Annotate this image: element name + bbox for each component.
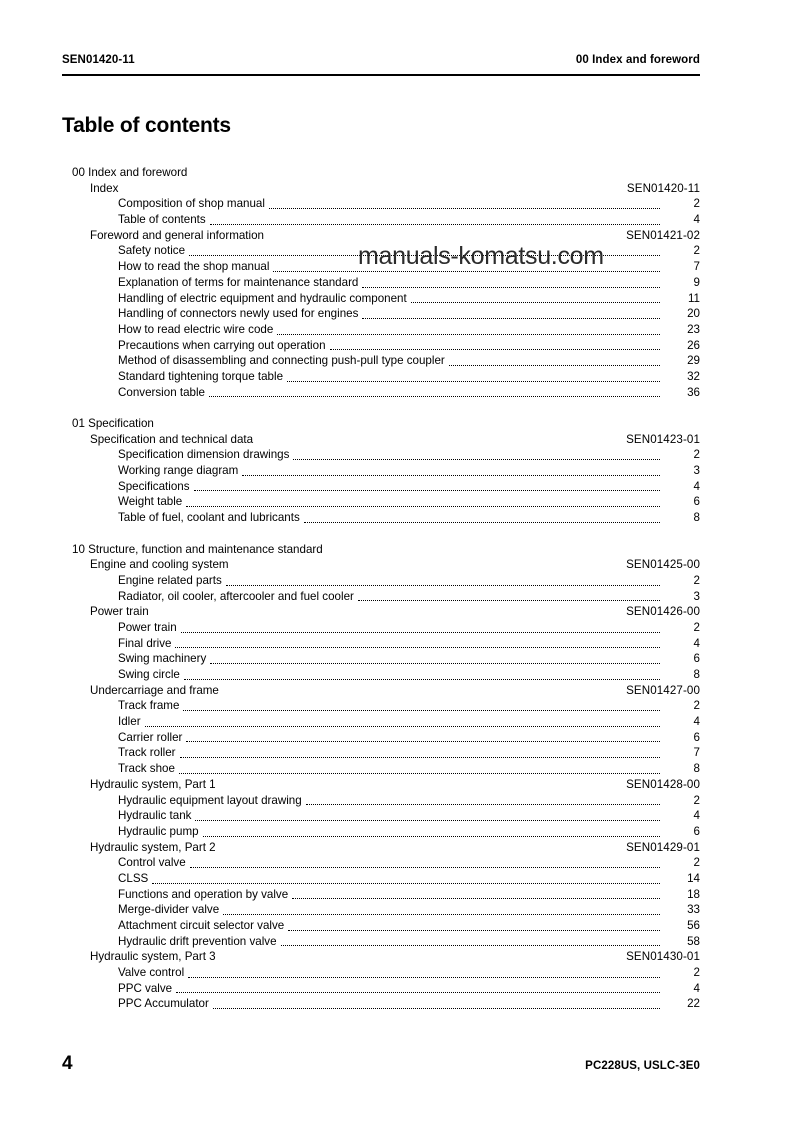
toc-entry-row[interactable] bbox=[62, 338, 700, 354]
toc-entry-row[interactable] bbox=[62, 510, 700, 526]
toc-entry-title: Handling of connectors newly used for engines bbox=[118, 307, 359, 321]
toc-section-heading-label: 10 Structure, function and maintenance standard bbox=[72, 542, 323, 556]
toc-dot-leader bbox=[281, 945, 660, 946]
toc-entry-page-number: 2 bbox=[693, 197, 700, 211]
toc-group-row[interactable] bbox=[62, 683, 700, 699]
toc-entry-row[interactable] bbox=[62, 761, 700, 777]
toc-entry-page-number: 4 bbox=[693, 479, 700, 493]
toc-group-label: Specification and technical data bbox=[90, 432, 254, 446]
toc-entry-title: Precautions when carrying out operation bbox=[118, 338, 326, 352]
toc-entry-row[interactable] bbox=[62, 730, 700, 746]
toc-entry-row[interactable] bbox=[62, 369, 700, 385]
toc-entry-page-number: 2 bbox=[693, 793, 700, 807]
toc-dot-leader bbox=[190, 867, 660, 868]
toc-dot-leader bbox=[195, 820, 660, 821]
toc-group-row[interactable] bbox=[62, 840, 700, 856]
page-title: Table of contents bbox=[62, 114, 231, 138]
toc-dot-leader bbox=[223, 914, 660, 915]
toc-entry-title: PPC Accumulator bbox=[118, 997, 209, 1011]
toc-entry-title: CLSS bbox=[118, 871, 149, 885]
toc-entry-title: Merge-divider valve bbox=[118, 903, 220, 917]
toc-entry-row[interactable] bbox=[62, 275, 700, 291]
toc-dot-leader bbox=[210, 224, 660, 225]
toc-section bbox=[62, 416, 700, 526]
toc-entry-page-number: 4 bbox=[693, 636, 700, 650]
toc-dot-leader bbox=[189, 255, 660, 256]
toc-dot-leader bbox=[277, 334, 660, 335]
toc-entry-page-number: 8 bbox=[693, 511, 700, 525]
toc-dot-leader bbox=[362, 318, 660, 319]
toc-group-row[interactable] bbox=[62, 181, 700, 197]
toc-entry-title: Weight table bbox=[118, 495, 183, 509]
toc-dot-leader bbox=[269, 208, 660, 209]
toc-entry-page-number: 26 bbox=[687, 338, 700, 352]
machine-model: PC228US, USLC-3E0 bbox=[585, 1060, 700, 1072]
toc-entry-row[interactable] bbox=[62, 259, 700, 275]
toc-entry-row[interactable] bbox=[62, 651, 700, 667]
toc-dot-leader bbox=[293, 459, 660, 460]
toc-group-spacer bbox=[220, 851, 626, 852]
toc-entry-row[interactable] bbox=[62, 887, 700, 903]
toc-entry-title: Table of fuel, coolant and lubricants bbox=[118, 511, 300, 525]
toc-entry-page-number: 2 bbox=[693, 244, 700, 258]
toc-entry-row[interactable] bbox=[62, 745, 700, 761]
toc-entry-title: Radiator, oil cooler, aftercooler and fuel cooler bbox=[118, 589, 354, 603]
toc-dot-leader bbox=[358, 600, 660, 601]
toc-group-spacer bbox=[268, 239, 626, 240]
toc-dot-leader bbox=[287, 381, 660, 382]
toc-entry-title: Composition of shop manual bbox=[118, 197, 265, 211]
toc-group-spacer bbox=[153, 616, 626, 617]
toc-group-spacer bbox=[122, 192, 627, 193]
toc-entry-row[interactable] bbox=[62, 793, 700, 809]
toc-group-sen-code: SEN01428-00 bbox=[626, 777, 700, 791]
toc-dot-leader bbox=[152, 883, 660, 884]
toc-group-sen-code: SEN01420-11 bbox=[626, 181, 700, 195]
toc-group-row[interactable] bbox=[62, 949, 700, 965]
toc-entry-row[interactable] bbox=[62, 620, 700, 636]
toc-entry-title: Engine related parts bbox=[118, 573, 222, 587]
toc-entry-title: Swing circle bbox=[118, 668, 180, 681]
toc-entry-page-number: 6 bbox=[693, 652, 700, 666]
toc-entry-page-number: 3 bbox=[693, 589, 700, 603]
toc-group-sen-code: SEN01426-00 bbox=[626, 605, 700, 619]
toc-entry-page-number: 2 bbox=[693, 856, 700, 870]
toc-dot-leader bbox=[209, 396, 660, 397]
toc-dot-leader bbox=[186, 506, 660, 507]
toc-dot-leader bbox=[179, 773, 660, 774]
toc-entry-title: Specifications bbox=[118, 479, 190, 493]
toc-entry-row[interactable] bbox=[62, 855, 700, 871]
toc-section-heading-label: 00 Index and foreword bbox=[72, 166, 188, 179]
toc-entry-row[interactable] bbox=[62, 918, 700, 934]
toc-group-spacer bbox=[223, 694, 626, 695]
toc-entry-title: Track frame bbox=[118, 699, 180, 713]
toc-entry-page-number: 14 bbox=[687, 871, 700, 885]
toc-entry-page-number: 9 bbox=[693, 275, 700, 289]
toc-dot-leader bbox=[226, 585, 660, 586]
toc-group-spacer bbox=[220, 789, 626, 790]
toc-entry-row[interactable] bbox=[62, 447, 700, 463]
toc-entry-page-number: 3 bbox=[693, 464, 700, 478]
toc-entry-row[interactable] bbox=[62, 494, 700, 510]
toc-group-spacer bbox=[220, 961, 626, 962]
toc-entry-title: Working range diagram bbox=[118, 464, 239, 478]
toc-group-sen-code: SEN01421-02 bbox=[626, 228, 700, 242]
toc-entry-title: Swing machinery bbox=[118, 652, 207, 666]
toc-entry-page-number: 32 bbox=[687, 369, 700, 383]
toc-group-label: Power train bbox=[90, 605, 149, 619]
toc-entry-title: Final drive bbox=[118, 636, 172, 650]
toc-entry-page-number: 6 bbox=[693, 495, 700, 509]
toc-entry-page-number: 4 bbox=[693, 715, 700, 729]
toc-entry-row[interactable] bbox=[62, 385, 700, 401]
toc-entry-title: Method of disassembling and connecting push-pull type coupler bbox=[118, 354, 445, 368]
toc-entry-page-number: 22 bbox=[687, 997, 700, 1011]
toc-entry-title: How to read electric wire code bbox=[118, 322, 274, 336]
toc-dot-leader bbox=[203, 836, 660, 837]
toc-group-label: Engine and cooling system bbox=[90, 558, 229, 572]
toc-entry-title: Specification dimension drawings bbox=[118, 448, 290, 462]
toc-section bbox=[62, 165, 700, 400]
toc-entry-row[interactable] bbox=[62, 965, 700, 981]
toc-entry-title: Track roller bbox=[118, 746, 176, 760]
toc-entry-row[interactable] bbox=[62, 291, 700, 307]
toc-group-row[interactable] bbox=[62, 228, 700, 244]
toc-entry-title: Attachment circuit selector valve bbox=[118, 919, 285, 932]
toc-entry-row[interactable] bbox=[62, 306, 700, 322]
toc-entry-row[interactable] bbox=[62, 808, 700, 824]
table-of-contents bbox=[62, 165, 700, 1012]
toc-section-heading bbox=[62, 416, 700, 432]
toc-entry-title: Carrier roller bbox=[118, 730, 183, 744]
toc-entry-title: Track shoe bbox=[118, 762, 175, 776]
toc-group-row[interactable] bbox=[62, 777, 700, 793]
toc-dot-leader bbox=[362, 287, 660, 288]
toc-entry-page-number: 11 bbox=[687, 291, 700, 305]
header-rule bbox=[62, 74, 700, 76]
toc-entry-title: PPC valve bbox=[118, 981, 173, 995]
toc-dot-leader bbox=[145, 726, 660, 727]
toc-dot-leader bbox=[186, 741, 660, 742]
page-number: 4 bbox=[62, 1053, 73, 1074]
toc-entry-page-number: 2 bbox=[693, 966, 700, 980]
toc-entry-row[interactable] bbox=[62, 589, 700, 605]
toc-entry-title: Hydraulic drift prevention valve bbox=[118, 934, 277, 948]
toc-dot-leader bbox=[181, 632, 660, 633]
toc-dot-leader bbox=[184, 679, 660, 680]
toc-dot-leader bbox=[306, 804, 660, 805]
toc-entry-page-number: 58 bbox=[687, 934, 700, 948]
toc-entry-page-number: 18 bbox=[687, 887, 700, 901]
toc-entry-page-number: 2 bbox=[693, 573, 700, 587]
toc-group-sen-code: SEN01430-01 bbox=[626, 950, 700, 964]
toc-entry-page-number: 2 bbox=[693, 699, 700, 713]
toc-dot-leader bbox=[411, 302, 660, 303]
toc-dot-leader bbox=[304, 522, 660, 523]
toc-entry-page-number: 2 bbox=[693, 620, 700, 634]
toc-section-heading bbox=[62, 542, 700, 558]
toc-dot-leader bbox=[273, 271, 660, 272]
toc-entry-row[interactable] bbox=[62, 981, 700, 997]
toc-entry-page-number: 6 bbox=[693, 824, 700, 838]
toc-entry-row[interactable] bbox=[62, 636, 700, 652]
toc-entry-page-number: 7 bbox=[693, 746, 700, 760]
toc-dot-leader bbox=[242, 475, 660, 476]
toc-entry-page-number: 2 bbox=[693, 448, 700, 462]
toc-entry-title: Explanation of terms for maintenance standard bbox=[118, 275, 359, 289]
toc-entry-page-number: 36 bbox=[687, 385, 700, 399]
toc-entry-title: Table of contents bbox=[118, 213, 206, 227]
toc-entry-title: Handling of electric equipment and hydraulic component bbox=[118, 291, 407, 305]
toc-entry-title: Functions and operation by valve bbox=[118, 887, 289, 901]
toc-dot-leader bbox=[213, 1008, 660, 1009]
toc-group-label: Hydraulic system, Part 3 bbox=[90, 950, 216, 964]
toc-entry-row[interactable] bbox=[62, 243, 700, 259]
toc-entry-page-number: 4 bbox=[693, 981, 700, 995]
toc-entry-title: Hydraulic tank bbox=[118, 809, 192, 823]
toc-entry-title: Hydraulic pump bbox=[118, 824, 199, 838]
toc-group-sen-code: SEN01429-01 bbox=[626, 840, 700, 854]
toc-entry-page-number: 56 bbox=[687, 919, 700, 932]
toc-entry-row[interactable] bbox=[62, 996, 700, 1012]
toc-group-row[interactable] bbox=[62, 557, 700, 573]
toc-entry-row[interactable] bbox=[62, 667, 700, 683]
toc-entry-page-number: 6 bbox=[693, 730, 700, 744]
toc-group-sen-code: SEN01427-00 bbox=[626, 683, 700, 697]
toc-dot-leader bbox=[183, 710, 660, 711]
header-document-code: SEN01420-11 bbox=[62, 54, 135, 66]
toc-entry-title: How to read the shop manual bbox=[118, 260, 270, 274]
toc-entry-title: Power train bbox=[118, 620, 177, 634]
toc-group-row[interactable] bbox=[62, 604, 700, 620]
toc-section-heading-label: 01 Specification bbox=[72, 417, 154, 430]
page-footer bbox=[62, 1053, 700, 1075]
toc-entry-row[interactable] bbox=[62, 479, 700, 495]
toc-group-label: Hydraulic system, Part 2 bbox=[90, 840, 216, 854]
toc-entry-page-number: 20 bbox=[687, 307, 700, 321]
toc-entry-page-number: 33 bbox=[687, 903, 700, 917]
toc-entry-title: Control valve bbox=[118, 856, 186, 870]
toc-section bbox=[62, 542, 700, 1013]
toc-group-spacer bbox=[257, 443, 626, 444]
toc-dot-leader bbox=[330, 349, 660, 350]
toc-group-row[interactable] bbox=[62, 432, 700, 448]
header-section-title: 00 Index and foreword bbox=[575, 54, 700, 66]
toc-entry-page-number: 23 bbox=[687, 322, 700, 336]
toc-dot-leader bbox=[194, 490, 660, 491]
toc-group-sen-code: SEN01425-00 bbox=[626, 558, 700, 572]
toc-dot-leader bbox=[175, 647, 660, 648]
toc-entry-page-number: 29 bbox=[687, 354, 700, 368]
toc-entry-row[interactable] bbox=[62, 824, 700, 840]
toc-entry-row[interactable] bbox=[62, 871, 700, 887]
toc-entry-row[interactable] bbox=[62, 698, 700, 714]
toc-entry-page-number: 8 bbox=[693, 668, 700, 681]
toc-group-label: Undercarriage and frame bbox=[90, 683, 219, 697]
toc-entry-title: Idler bbox=[118, 715, 141, 729]
toc-entry-row[interactable] bbox=[62, 322, 700, 338]
watermark: manuals-komatsu.com bbox=[358, 242, 604, 270]
toc-entry-page-number: 8 bbox=[693, 762, 700, 776]
toc-entry-title: Conversion table bbox=[118, 385, 206, 399]
toc-group-label: Hydraulic system, Part 1 bbox=[90, 777, 216, 791]
toc-group-label: Index bbox=[90, 181, 119, 195]
toc-entry-row[interactable] bbox=[62, 463, 700, 479]
toc-dot-leader bbox=[449, 365, 660, 366]
toc-entry-row[interactable] bbox=[62, 714, 700, 730]
toc-dot-leader bbox=[180, 757, 660, 758]
toc-entry-page-number: 4 bbox=[693, 213, 700, 227]
toc-entry-row[interactable] bbox=[62, 196, 700, 212]
toc-dot-leader bbox=[188, 977, 660, 978]
toc-dot-leader bbox=[292, 898, 660, 899]
toc-dot-leader bbox=[288, 930, 660, 931]
toc-group-label: Foreword and general information bbox=[90, 228, 265, 242]
toc-entry-title: Safety notice bbox=[118, 244, 186, 258]
toc-entry-row[interactable] bbox=[62, 353, 700, 369]
toc-entry-title: Standard tightening torque table bbox=[118, 369, 284, 383]
page-header bbox=[62, 54, 700, 66]
toc-entry-title: Hydraulic equipment layout drawing bbox=[118, 793, 302, 807]
toc-dot-leader bbox=[176, 992, 660, 993]
toc-section-heading bbox=[62, 165, 700, 181]
toc-group-spacer bbox=[233, 569, 626, 570]
toc-entry-title: Valve control bbox=[118, 966, 185, 980]
toc-entry-row[interactable] bbox=[62, 934, 700, 950]
toc-entry-page-number: 4 bbox=[693, 809, 700, 823]
toc-entry-row[interactable] bbox=[62, 573, 700, 589]
toc-group-sen-code: SEN01423-01 bbox=[626, 432, 700, 446]
toc-entry-page-number: 7 bbox=[693, 260, 700, 274]
toc-entry-row[interactable] bbox=[62, 212, 700, 228]
toc-entry-row[interactable] bbox=[62, 902, 700, 918]
toc-dot-leader bbox=[210, 663, 660, 664]
